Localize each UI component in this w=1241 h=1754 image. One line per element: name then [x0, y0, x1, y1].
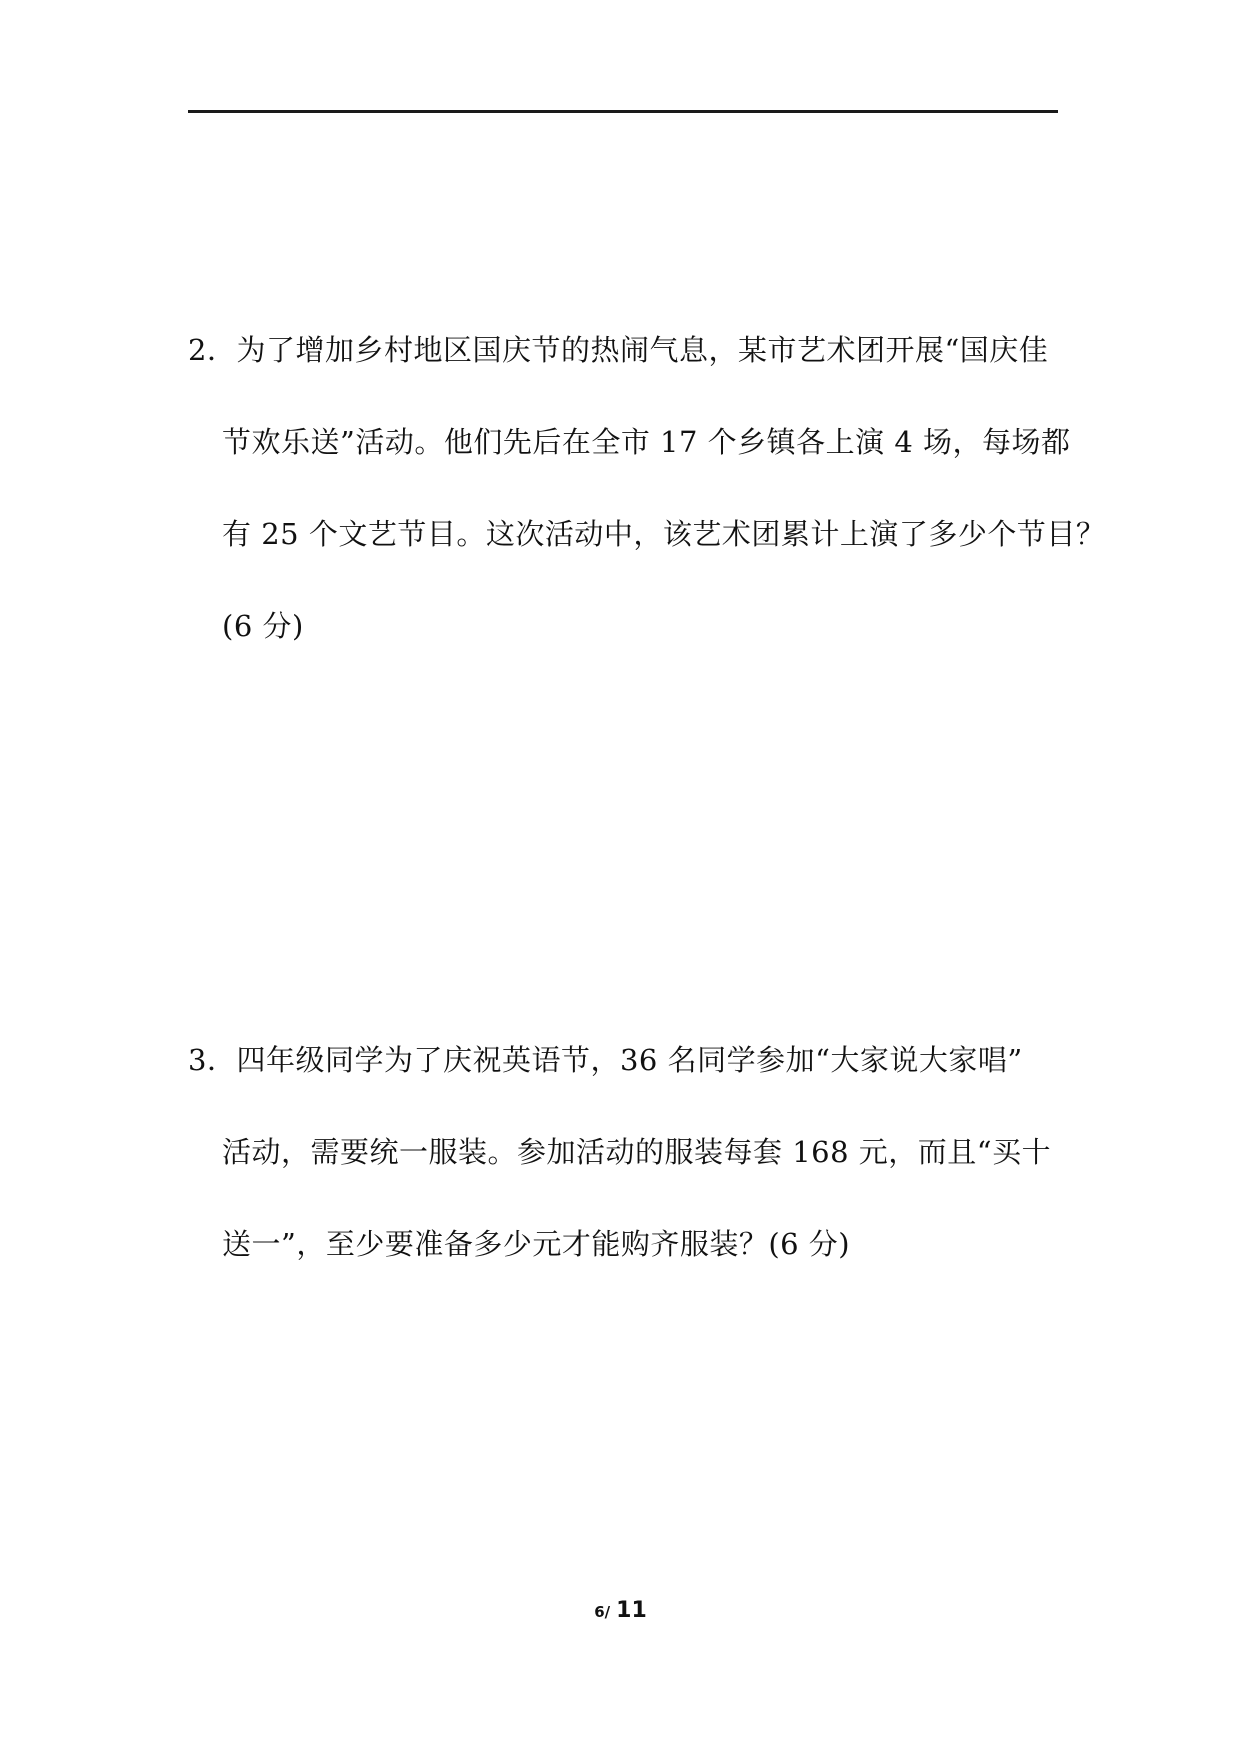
question-2-line-1 [188, 330, 1048, 370]
question-number: 3． [188, 1043, 237, 1077]
question-3-line-2: 活动，需要统一服装。参加活动的服装每套 168 元，而且“买十 [222, 1135, 1052, 1169]
question-text: 四年级同学为了庆祝英语节，36 名同学参加“大家说大家唱” [236, 1043, 1023, 1077]
question-text: 为了增加乡村地区国庆节的热闹气息，某市艺术团开展“国庆佳 [236, 333, 1049, 367]
current-page: 6 [594, 1603, 605, 1621]
question-2-line-3: 有 25 个文艺节目。这次活动中，该艺术团累计上演了多少个节目？ [222, 517, 1106, 551]
question-2-score: (6 分) [222, 609, 304, 643]
header-rule [188, 110, 1058, 113]
page-separator: / [604, 1603, 611, 1621]
question-3-line-3: 送一”，至少要准备多少元才能购齐服装？(6 分) [222, 1227, 851, 1261]
page-number [0, 1598, 1241, 1623]
question-3-line-1 [188, 1040, 1023, 1080]
question-2-line-2: 节欢乐送”活动。他们先后在全市 17 个乡镇各上演 4 场，每场都 [222, 425, 1071, 459]
question-number: 2． [188, 333, 237, 367]
total-pages: 11 [616, 1598, 647, 1623]
